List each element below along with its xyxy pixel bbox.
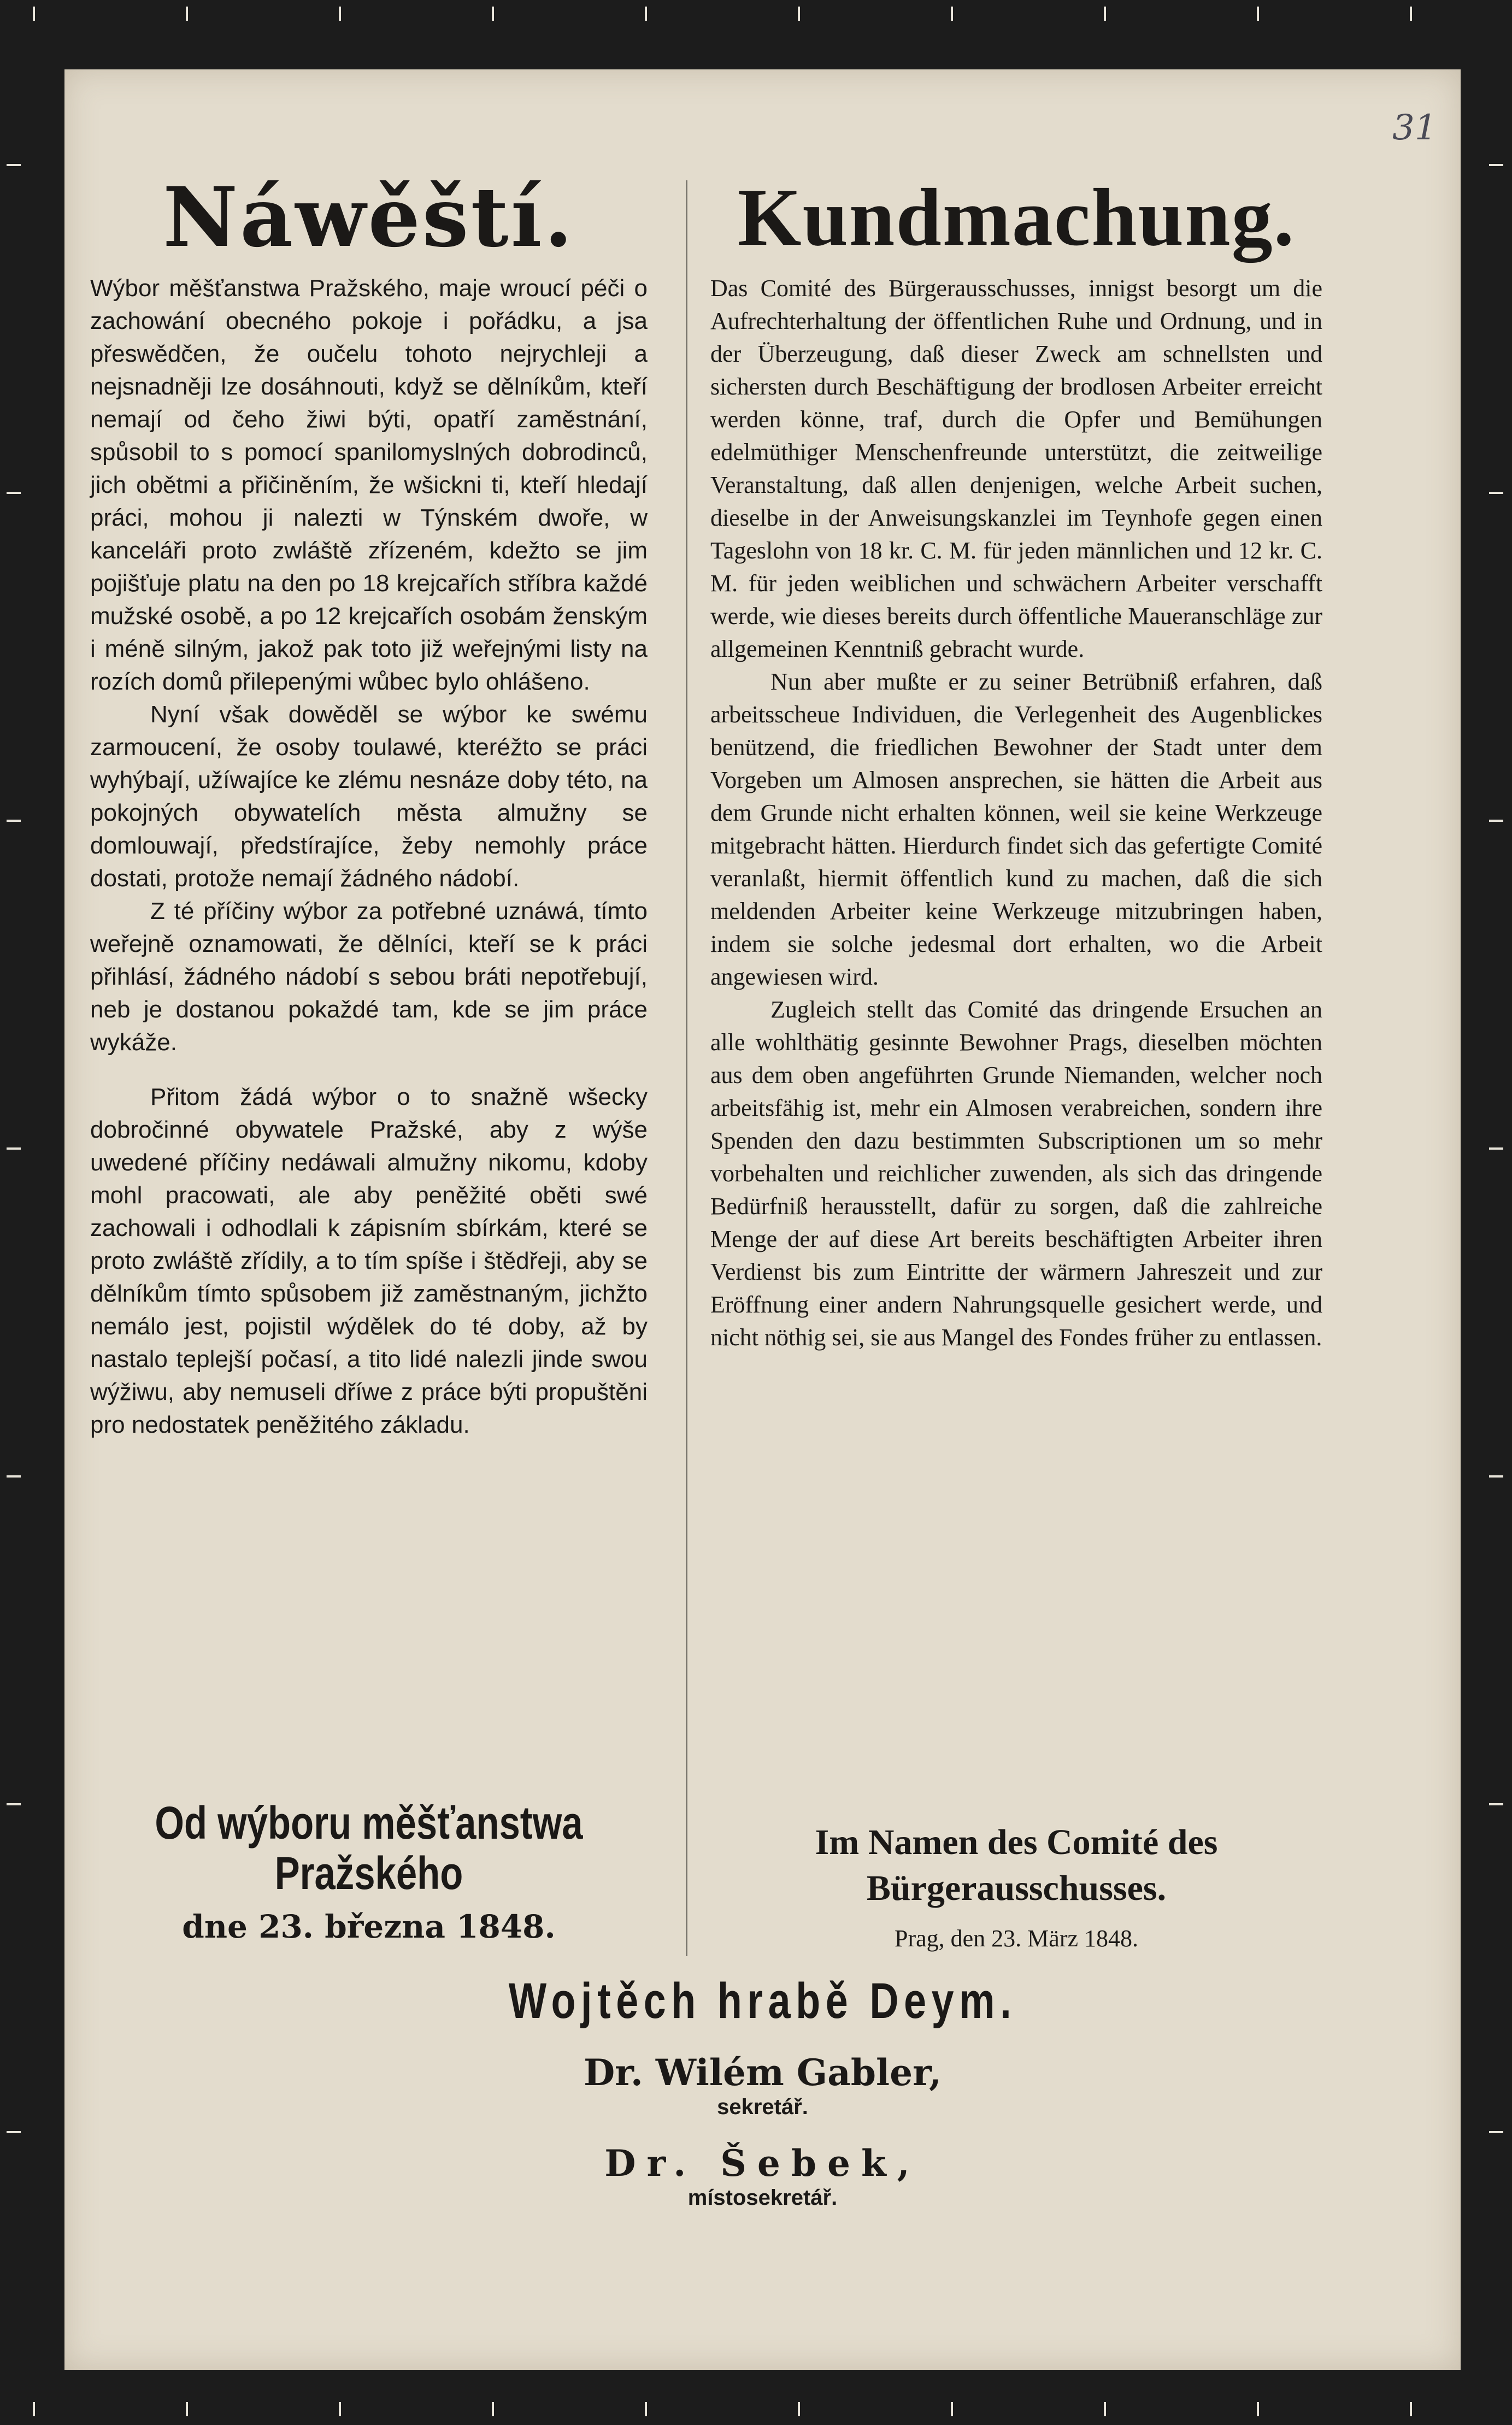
signatory-sebek-role: místosekretář.: [687, 2186, 838, 2210]
czech-signature: Od wýboru měšťanstwa Pražského: [155, 1797, 583, 1899]
german-signature-block: [710, 1820, 1322, 1952]
scan-frame-bottom: [0, 2402, 1512, 2418]
signatories: [64, 1973, 1461, 2233]
czech-date: dne 23. března 1848.: [182, 1908, 556, 1945]
scan-frame-left: [7, 0, 23, 2425]
folio-number: 31: [1392, 108, 1437, 148]
czech-signature-block: [90, 1798, 648, 1945]
german-column: [710, 172, 1322, 1354]
german-paragraph-3: Zugleich stellt das Comité das dringende Ersuchen an alle wohlthätig gesinnte Bewohner Prags, dieselben möchten aus dem oben angeführten Grunde Niemanden, welcher noch arbeitsfähig ist, mehr ein Almosen verabreichen, sondern ihre Spenden den dazu bestimmten Subscriptionen um so mehr vorbehalten und reichlicher zuwenden, als sich das dringende Bedürfniß herausstellt, dafür zu sorgen, daß die zahlreiche Menge der auf diese Art bereits beschäftigten Arbeiter ihren Verdienst bis zum Eintritte der wärmern Jahreszeit und zur Eröffnung einer andern Nahrungsquelle gesichert werde, und nicht nöthig sei, sie aus Mangel des Fondes früher zu entlassen.: [710, 996, 1322, 1351]
czech-paragraph-2: Nyní však dowěděl se wýbor ke swému zarmoucení, že osoby toulawé, kteréžto se práci wyhýbají, užíwajíce ke zlému nesnáze doby této, na pokojných obywatelích města almužny se domlouwají, předstírajíce, žeby nemohly práce dostati, protože nemají žádného nádobí.: [90, 701, 648, 892]
czech-title: Náwěští.: [163, 169, 575, 266]
czech-paragraph-3: Z té příčiny wýbor za potřebné uznáwá, tímto weřejně oznamowati, že dělníci, kteří se k práci přihlásí, žádného nádobí s sebou bráti nepotřebují, neb je dostanou pokaždé tam, kde se jim práce wykáže.: [90, 897, 648, 1056]
german-paragraph-1: Das Comité des Bürgerausschusses, innigst besorgt um die Aufrechterhaltung der öffentlichen Ruhe und Ordnung, und in der Überzeugung, daß dieser Zweck am schnellsten und sichersten durch Beschäftigung der brodlosen Arbeiter erreicht werden könne, traf, durch die Opfer und Bemühungen edelmüthiger Menschenfreunde unterstützt, die zeitweilige Veranstaltung, daß allen denjenigen, welche Arbeit suchen, dieselbe in der Anweisungskanzlei im Teynhofe gegen einen Tageslohn von 18 kr. C. M. für jeden männlichen und 12 kr. C. M. für jeden weiblichen und schwächern Arbeiter verschafft werde, wie dieses bereits durch öffentliche Maueranschläge zur allgemeinen Kenntniß gebracht wurde.: [710, 274, 1322, 662]
signatory-gabler-role: sekretář.: [717, 2095, 808, 2119]
german-signature: Im Namen des Comité des Bürgerausschusses.: [815, 1822, 1218, 1908]
signatory-deym: Wojtěch hrabě Deym.: [508, 1973, 1017, 2029]
signatory-gabler: Dr. Wilém Gabler,: [583, 2051, 942, 2094]
german-title: Kundmachung.: [737, 172, 1296, 263]
scan-frame-top: [0, 7, 1512, 23]
czech-paragraph-1: Wýbor měšťanstwa Pražského, maje wroucí péči o zachowání obecného pokoje i pořádku, a jsa přeswědčen, že oučelu tohoto nejrychleji a nejsnadněji lze dosáhnouti, když se dělníkům, kteří nemají od čeho žiwi býti, opatří zaměstnání, spůsobil to s pomocí spanilomyslných dobrodinců, jich obětmi a přičiněním, že wšickni ti, kteří hledají práci, mohou ji nalezti w Týnském dwoře, w kanceláři proto zwláště zřízeném, kdežto se jim pojišťuje platu na den po 18 krejcařích stříbra každé mužské osobě, a po 12 krejcařích osobám ženským i méně silným, jakož pak toto již weřejnými listy na rozích domů přilepenými wůbec bylo ohlášeno.: [90, 274, 648, 695]
scan-frame-right: [1489, 0, 1505, 2425]
czech-paragraph-4: Přitom žádá wýbor o to snažně wšecky dobročinné obywatele Pražské, aby z wýše uwedené příčiny nedáwali almužny nikomu, kdoby mohl pracowati, ale aby peněžité oběti swé zachowali i odhodlali k zápisním sbírkám, které se proto zwláště zřídily, a to tím spíše i štědřeji, aby se dělníkům tímto spůsobem již zaměstnaným, jichžto nemálo jest, pojistil wýdělek do té doby, až by nastalo teplejší počasí, a tito lidé nalezli jinde swou wýžiwu, aby nemuseli dříwe z práce býti propuštěni pro nedostatek peněžitého základu.: [90, 1083, 648, 1438]
czech-column: [90, 169, 648, 1441]
column-divider: [686, 180, 687, 1956]
signatory-sebek: Dr. Šebek,: [604, 2142, 921, 2185]
german-date: Prag, den 23. März 1848.: [894, 1925, 1138, 1952]
german-paragraph-2: Nun aber mußte er zu seiner Betrübniß erfahren, daß arbeitsscheue Individuen, die Verlegenheit des Augenblickes benützend, die friedlichen Bewohner der Stadt unter dem Vorgeben um Almosen ansprechen, sie hätten die Arbeit aus dem Grunde nicht erhalten können, weil sie keine Werkzeuge mitgebracht hätten. Hierdurch findet sich das gefertigte Comité veranlaßt, hiermit öffentlich kund zu machen, daß die sich meldenden Arbeiter keine Werkzeuge mitzubringen haben, indem sie solche jedesmal dort erhalten, wo die Arbeit angewiesen wird.: [710, 668, 1322, 990]
